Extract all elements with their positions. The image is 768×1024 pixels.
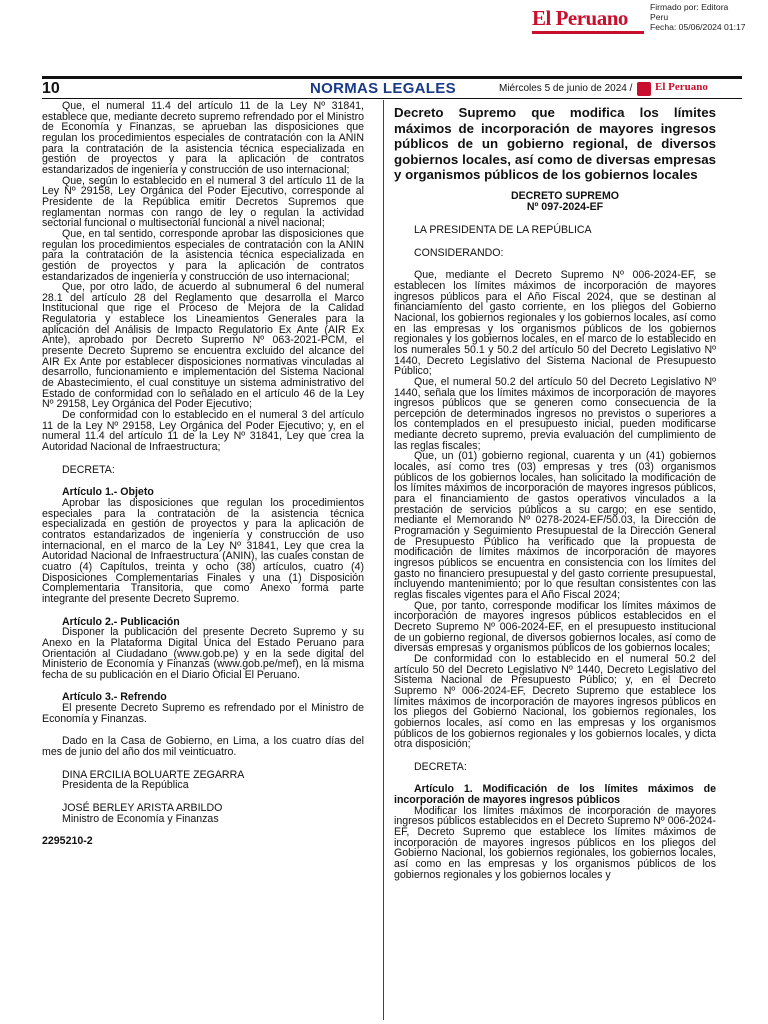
paragraph: Que, un (01) gobierno regional, cuarenta y un (41) gobiernos locales, así como tres (03) empresas y tres (03) organismos públicos de los gobiernos locales, han solicitado la modificación de los límites máximos de incorporación de mayores ingresos públicos, para el financiamiento de gastos operativos vinculados a la prestación de servicios públicos a su cargo; en ese sentido, mediante el Memorando Nº 0278-2024-EF/50.03, la Dirección de Programación y Seguimiento Presupuestal de la Dirección General de Presupuesto Público ha verificado que la propuesta de modificación de límites máximos de incorporación de mayores ingresos públicos se encuentra en consistencia con los límites del gasto no financiero presupuestal y del gasto corriente presupuestal, incluyendo mantenimiento; por lo que resultan consistentes con las reglas fiscales vigentes para el Año Fiscal 2024; bbox=[394, 450, 716, 601]
brand-logo: El Peruano bbox=[532, 6, 628, 30]
signatory-name: DINA ERCILIA BOLUARTE ZEGARRA bbox=[62, 768, 245, 781]
article-1-body: Aprobar las disposiciones que regulan los procedimientos especiales para la contratación de la asistencia técnica especializada en gestión de proyectos y para la aplicación de contratos estandarizados de ingeniería y construcción de uso internacional, en el marco de la Ley Nº 31841, Ley que crea la Autoridad Nacional de Infraestructura (ANIN), las cuales constan de cuatro (4) Capítulos, treinta y ocho (38) artículos, cuatro (4) Disposiciones Complementarias Finales y una (1) Disposición Complementaria Transitoria, que como Anexo forma parte integrante del presente Decreto Supremo. bbox=[42, 496, 364, 605]
article-1-title: Artículo 1.- Objeto bbox=[62, 486, 154, 499]
article-2-body: Disponer la publicación del presente Decreto Supremo y su Anexo en la Plataforma Digital Única del Estado Peruano para Orientación al Ciudadano (www.gob.pe) y en la sede digital del Ministerio de Economía y Finanzas (www.gob.pe/mef), en la misma fecha de su publicación en el Diario Oficial El Peruano. bbox=[42, 626, 364, 681]
paragraph: Que, mediante el Decreto Supremo Nº 006-2024-EF, se establecen los límites máximos de incorporación de mayores ingresos públicos para el Año Fiscal 2024, que se destinan al financiamiento del gasto corriente, en los pliegos del Gobierno Nacional, los gobiernos regionales y los gobiernos locales, así como en las empresas y los organismos públicos de los gobiernos regionales y los gobiernos locales, en el marco de lo establecido en los numerales 50.1 y 50.2 del artículo 50 del Decreto Legislativo Nº 1440, Decreto Legislativo del Sistema Nacional de Presupuesto Público; bbox=[394, 269, 716, 378]
signature-line: Firmado por: Editora bbox=[650, 2, 729, 12]
decree-number: Nº 097-2024-EF bbox=[526, 200, 604, 213]
decree-title: Decreto Supremo que modifica los límites máximos de incorporación de mayores ingresos públicos de un gobierno regional, de diversos gobiernos locales, así como de diversas empresas y organismos públicos de los gobiernos locales bbox=[394, 105, 716, 183]
right-column bbox=[394, 101, 716, 880]
paragraph: Que, por tanto, corresponde modificar los límites máximos de incorporación de mayores ingresos públicos establecidos en el Decreto Supremo Nº 006-2024-EF, en el presupuesto institucional de un gobierno regional, de diversos gobiernos locales, así como de diversas empresas y organismos públicos de los gobiernos locales; bbox=[394, 599, 716, 655]
article-1-body: Modificar los límites máximos de incorporación de mayores ingresos públicos establecidos en el Decreto Supremo Nº 006-2024-EF, Decreto Supremo que establece los límites máximos de incorporación de mayores ingresos públicos en los pliegos del Gobierno Nacional, los gobiernos regionales, los gobiernos locales, así como en las empresas y los organismos públicos de los gobiernos regionales y los gobiernos locales y bbox=[394, 804, 716, 881]
considerando-heading: CONSIDERANDO: bbox=[414, 246, 504, 259]
authority-heading: LA PRESIDENTA DE LA REPÚBLICA bbox=[414, 223, 592, 236]
page-number: 10 bbox=[42, 80, 60, 97]
publication-code: 2295210-2 bbox=[42, 835, 93, 848]
decreta-heading: DECRETA: bbox=[414, 760, 467, 773]
header-rule-bottom bbox=[42, 98, 742, 99]
paragraph: Que, según lo establecido en el numeral 3 del artículo 11 de la Ley Nº 29158, Ley Orgánica del Poder Ejecutivo, corresponde al Presidente de la República emitir Decretos Supremos que reglamentan normas con rango de ley o regulan la actividad sectorial funcional o multisectorial funcional a nivel nacional; bbox=[42, 174, 364, 230]
left-column bbox=[42, 101, 364, 847]
paragraph: Que, en tal sentido, corresponde aprobar las disposiciones que regulan los procedimientos especiales de contratación con la ANIN para la contratación de la asistencia técnica especializada en gestión de proyectos y para la aplicación de contratos estandarizados de ingeniería y construcción de uso internacional; bbox=[42, 227, 364, 283]
paragraph: Que, el numeral 11.4 del artículo 11 de la Ley Nº 31841, establece que, mediante decreto supremo refrendado por el Ministro de Economía y Finanzas, se aprueban las disposiciones que regulan los procedimientos especiales de contratación con la ANIN para la contratación de la asistencia técnica especializada en gestión de proyectos y para la aplicación de contratos estandarizados de ingeniería y construcción de uso internacional; bbox=[42, 100, 364, 176]
column-divider bbox=[383, 100, 384, 1020]
article-2-title: Artículo 2.- Publicación bbox=[62, 615, 180, 628]
paragraph: De conformidad con lo establecido en el numeral 3 del artículo 11 de la Ley Nº 29158, Ley Orgánica del Poder Ejecutivo; y, en el numeral 11.4 del artículo 11 de la Ley Nº 31841, Ley que crea la Autoridad Nacional de Infraestructura; bbox=[42, 409, 364, 453]
brand-small: El Peruano bbox=[655, 81, 708, 93]
article-3-body: El presente Decreto Supremo es refrendado por el Ministro de Economía y Finanzas. bbox=[42, 702, 364, 725]
paragraph: De conformidad con lo establecido en el numeral 50.2 del artículo 50 del Decreto Legislativo Nº 1440, Decreto Legislativo del Sistema Nacional de Presupuesto Público; y, en el Decreto Supremo Nº 006-2024-EF, Decreto Supremo que establece los límites máximos de incorporación de mayores ingresos públicos en los pliegos del Gobierno Nacional, los gobiernos regionales, los gobiernos locales, así como en las empresas y los organismos públicos de los gobiernos regionales y los gobiernos locales, y dicta otra disposición; bbox=[394, 652, 716, 751]
article-1-title: Artículo 1. Modificación de los límites máximos de incorporación de mayores ingresos públicos bbox=[394, 783, 716, 807]
article-title bbox=[394, 784, 716, 805]
decree-label: DECRETO SUPREMO bbox=[510, 189, 620, 202]
decreta-heading: DECRETA: bbox=[62, 463, 115, 476]
shield-icon bbox=[637, 82, 651, 96]
signatory-role: Ministro de Economía y Finanzas bbox=[62, 812, 219, 825]
header-rule-top bbox=[42, 76, 742, 79]
signature-line: Peru bbox=[650, 12, 669, 22]
article-3-title: Artículo 3.- Refrendo bbox=[62, 691, 167, 704]
paragraph: Que, por otro lado, de acuerdo al subnumeral 6 del numeral 28.1 del artículo 28 del Reglamento que desarrolla el Marco Institucional que rige el Proceso de Mejora de la Calidad Regulatoria y establece los Lineamientos Generales para la aplicación del Análisis de Impacto Regulatorio Ex Ante (AIR Ex Ante), aprobado por Decreto Supremo Nº 063-2021-PCM, el presente Decreto Supremo se encuentra excluido del alcance del AIR Ex Ante por establecer disposiciones normativas vinculadas al desarrollo, funcionamiento e implementación del Sistema Nacional de Abastecimiento, el cual constituye un sistema administrativo del Estado de conformidad con lo señalado en el artículo 46 de la Ley Nº 29158, Ley Orgánica del Poder Ejecutivo; bbox=[42, 281, 364, 411]
brand-underline bbox=[532, 31, 644, 34]
issue-date: Miércoles 5 de junio de 2024 / bbox=[499, 83, 633, 94]
digital-signature bbox=[650, 2, 768, 32]
signatory-name: JOSÉ BERLEY ARISTA ARBILDO bbox=[62, 802, 223, 815]
signature-line: Fecha: 05/06/2024 01:17 bbox=[650, 22, 746, 32]
section-title: NORMAS LEGALES bbox=[310, 80, 456, 97]
signatory-role: Presidenta de la República bbox=[62, 779, 189, 792]
paragraph: Que, el numeral 50.2 del artículo 50 del Decreto Legislativo Nº 1440, señala que los límites máximos de incorporación de mayores ingresos públicos que se generen como consecuencia de la percepción de determinados ingresos no previstos o superiores a los contemplados en el presupuesto inicial, pueden modificarse mediante decreto supremo, previa evaluación del cumplimiento de las reglas fiscales; bbox=[394, 375, 716, 452]
closing-text: Dado en la Casa de Gobierno, en Lima, a los cuatro días del mes de junio del año dos mil veinticuatro. bbox=[42, 735, 364, 759]
